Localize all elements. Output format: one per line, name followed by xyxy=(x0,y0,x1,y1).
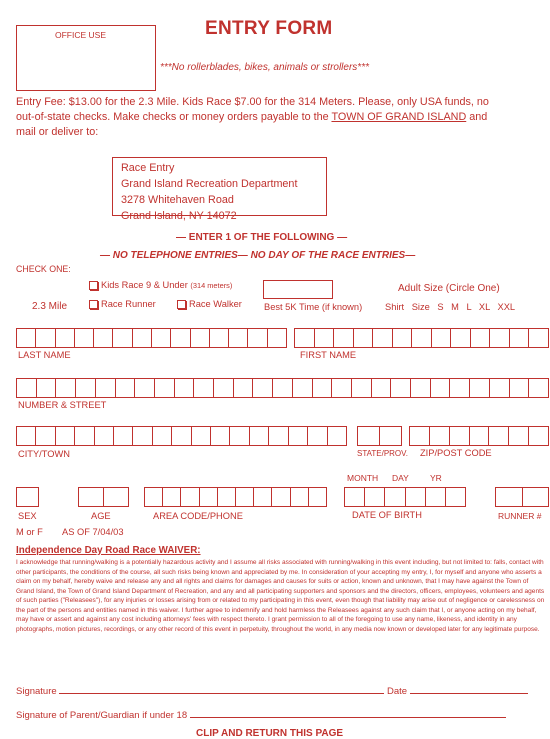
character-box[interactable] xyxy=(333,328,354,348)
phone-boxes[interactable] xyxy=(145,487,327,507)
character-box[interactable] xyxy=(449,378,470,398)
character-box[interactable] xyxy=(170,328,190,348)
age-as-of-label: AS OF 7/04/03 xyxy=(62,527,124,537)
character-box[interactable] xyxy=(209,328,229,348)
fee-line-2-text: out-of-state checks. Make checks or money orders payable to the xyxy=(16,111,332,123)
zip-label: ZIP/POST CODE xyxy=(420,448,492,458)
character-box[interactable] xyxy=(190,328,210,348)
character-box[interactable] xyxy=(469,378,490,398)
character-box[interactable] xyxy=(16,328,36,348)
character-box[interactable] xyxy=(78,487,104,507)
character-box[interactable] xyxy=(489,328,510,348)
race-walker-option[interactable] xyxy=(177,299,242,309)
character-box[interactable] xyxy=(253,487,272,507)
character-box[interactable] xyxy=(180,487,199,507)
character-box[interactable] xyxy=(509,328,530,348)
character-box[interactable] xyxy=(267,328,287,348)
character-box[interactable] xyxy=(308,487,327,507)
waiver-text: I acknowledge that running/walking is a potentially hazardous activity and I assume all risks associated with running/walking in this event including, but not limited to: falls, contact with other participants, the conditions of the course, all such risks being known and appreciated by me. In consideration of your accepting my entry, I, for myself and anyone who asserts a claim on my behalf, hereby waive and release any and all rights and claims for damages and causes for suits or action, known and unknown, that I may have against the Town of Grand Island, the Town of Grand Island Department of Recreation, and any and all participating supporters and sponsors and the directors, officers, employees, volunteers and agents of such parties ("Releasees"), for any injuries or losses arising from or related to my participating in this event, even though that liability may arise out of negligence or carelessness on the part of the persons and entities named in this waiver. I further agree to indemnify and hold harmless the Releasees against any such claim that I, or anyone acting on my behalf, may have or assert and against any cost including attorneys' fees with respect thereto. I grant permission to all of the foregoing to use any name, likeness, and identity in any photographs, motion pictures, recordings, or any other record of this event in perpetuity, throughout the world, in any media now known or developed later for any legitimate purpose. xyxy=(16,559,545,633)
character-box[interactable] xyxy=(55,328,75,348)
character-box[interactable] xyxy=(372,328,393,348)
character-box[interactable] xyxy=(151,328,171,348)
character-box[interactable] xyxy=(268,426,288,446)
character-box[interactable] xyxy=(95,378,116,398)
character-box[interactable] xyxy=(450,328,471,348)
character-box[interactable] xyxy=(171,426,191,446)
waiver-heading: Independence Day Road Race WAIVER: xyxy=(16,545,201,556)
parent-signature-line[interactable] xyxy=(190,717,506,718)
race-runner-option[interactable] xyxy=(89,299,156,309)
character-box[interactable] xyxy=(344,487,365,507)
character-box[interactable] xyxy=(425,487,446,507)
character-box[interactable] xyxy=(357,426,380,446)
character-box[interactable] xyxy=(174,378,195,398)
character-box[interactable] xyxy=(331,378,352,398)
best-5k-label: Best 5K Time (if known) xyxy=(264,302,363,312)
character-box[interactable] xyxy=(411,328,432,348)
fee-line-2-end: and xyxy=(466,111,488,123)
mile-label: 2.3 Mile xyxy=(32,301,68,312)
character-box[interactable] xyxy=(233,378,254,398)
character-box[interactable] xyxy=(154,378,175,398)
fee-line-2 xyxy=(16,110,541,125)
character-box[interactable] xyxy=(35,426,55,446)
no-phone-note: — NO TELEPHONE ENTRIES— NO DAY OF THE RACE ENTRIES— xyxy=(100,250,416,261)
adult-size-label: Adult Size (Circle One) xyxy=(398,283,500,294)
character-box[interactable] xyxy=(74,426,94,446)
last-name-label: LAST NAME xyxy=(18,350,71,360)
character-box[interactable] xyxy=(193,378,214,398)
first-name-label: FIRST NAME xyxy=(300,350,357,360)
character-box[interactable] xyxy=(228,328,248,348)
character-box[interactable] xyxy=(390,378,411,398)
character-box[interactable] xyxy=(430,378,451,398)
day-label: DAY xyxy=(392,473,409,483)
m-or-f-label: M or F xyxy=(16,527,43,537)
age-label: AGE xyxy=(91,511,111,521)
street-boxes[interactable] xyxy=(17,378,549,398)
office-use-box xyxy=(16,25,156,91)
fee-line-1: Entry Fee: $13.00 for the 2.3 Mile. Kids Race $7.00 for the 314 Meters. Please, only USA funds, no xyxy=(16,96,489,108)
dob-label: DATE OF BIRTH xyxy=(352,510,422,520)
runner-number-boxes[interactable] xyxy=(496,487,549,507)
character-box[interactable] xyxy=(247,328,267,348)
character-box[interactable] xyxy=(55,426,75,446)
parent-signature-row xyxy=(16,710,506,721)
character-box[interactable] xyxy=(16,378,37,398)
character-box[interactable] xyxy=(489,378,510,398)
character-box[interactable] xyxy=(272,378,293,398)
address-line: Grand Island, NY 14072 xyxy=(121,210,237,222)
character-box[interactable] xyxy=(249,426,269,446)
month-label: MONTH xyxy=(347,473,379,483)
city-boxes[interactable] xyxy=(17,426,347,446)
state-boxes[interactable] xyxy=(358,426,402,446)
character-box[interactable] xyxy=(162,487,181,507)
character-box[interactable] xyxy=(431,328,452,348)
character-box[interactable] xyxy=(449,426,470,446)
sex-box[interactable] xyxy=(17,487,39,507)
address-line: 3278 Whitehaven Road xyxy=(121,194,234,206)
character-box[interactable] xyxy=(103,487,129,507)
character-box[interactable] xyxy=(495,487,523,507)
character-box[interactable] xyxy=(522,487,550,507)
signature-label: Signature xyxy=(16,686,57,697)
character-box[interactable] xyxy=(16,487,39,507)
race-walker-checkbox[interactable] xyxy=(177,300,186,309)
character-box[interactable] xyxy=(134,378,155,398)
character-box[interactable] xyxy=(132,426,152,446)
character-box[interactable] xyxy=(469,426,490,446)
character-box[interactable] xyxy=(528,426,549,446)
fee-line-3: mail or deliver to: xyxy=(16,126,99,138)
sex-label: SEX xyxy=(18,511,37,521)
character-box[interactable] xyxy=(199,487,218,507)
date-line[interactable] xyxy=(410,693,528,694)
character-box[interactable] xyxy=(271,487,290,507)
character-box[interactable] xyxy=(508,426,529,446)
mailing-address-box xyxy=(112,157,327,222)
enter-one-heading: — ENTER 1 OF THE FOLLOWING — xyxy=(176,232,348,243)
character-box[interactable] xyxy=(115,378,136,398)
character-box[interactable] xyxy=(144,487,163,507)
character-box[interactable] xyxy=(288,426,308,446)
character-box[interactable] xyxy=(152,426,172,446)
restriction-note: ***No rollerblades, bikes, animals or strollers*** xyxy=(160,62,369,73)
best-5k-time-field[interactable] xyxy=(263,280,333,299)
character-box[interactable] xyxy=(364,487,385,507)
form-title: ENTRY FORM xyxy=(205,18,333,39)
office-use-label: OFFICE USE xyxy=(55,30,107,40)
character-box[interactable] xyxy=(351,378,372,398)
character-box[interactable] xyxy=(379,426,402,446)
character-box[interactable] xyxy=(229,426,249,446)
character-box[interactable] xyxy=(429,426,450,446)
character-box[interactable] xyxy=(290,487,309,507)
character-box[interactable] xyxy=(445,487,466,507)
city-label: CITY/TOWN xyxy=(18,449,70,459)
character-box[interactable] xyxy=(213,378,234,398)
character-box[interactable] xyxy=(132,328,152,348)
year-label: YR xyxy=(430,473,442,483)
character-box[interactable] xyxy=(488,426,509,446)
entry-fee-text xyxy=(16,95,541,140)
character-box[interactable] xyxy=(35,328,55,348)
character-box[interactable] xyxy=(410,378,431,398)
kids-race-meters: (314 meters) xyxy=(190,281,233,290)
character-box[interactable] xyxy=(392,328,413,348)
character-box[interactable] xyxy=(307,426,327,446)
address-line: Race Entry xyxy=(121,162,175,174)
character-box[interactable] xyxy=(210,426,230,446)
character-box[interactable] xyxy=(292,378,313,398)
first-name-boxes[interactable] xyxy=(295,328,549,348)
signature-line[interactable] xyxy=(59,693,384,694)
kids-race-checkbox[interactable] xyxy=(89,281,98,290)
character-box[interactable] xyxy=(528,378,549,398)
date-of-birth-boxes[interactable] xyxy=(345,487,466,507)
character-box[interactable] xyxy=(75,378,96,398)
character-box[interactable] xyxy=(312,378,333,398)
race-walker-label: Race Walker xyxy=(189,299,242,309)
shirt-size-options[interactable]: Shirt Size S M L XL XXL xyxy=(385,302,516,312)
character-box[interactable] xyxy=(353,328,374,348)
character-box[interactable] xyxy=(94,426,114,446)
character-box[interactable] xyxy=(217,487,236,507)
character-box[interactable] xyxy=(93,328,113,348)
last-name-boxes[interactable] xyxy=(17,328,287,348)
address-line: Grand Island Recreation Department xyxy=(121,178,298,190)
character-box[interactable] xyxy=(252,378,273,398)
age-boxes[interactable] xyxy=(79,487,129,507)
character-box[interactable] xyxy=(470,328,491,348)
character-box[interactable] xyxy=(74,328,94,348)
check-one-label: CHECK ONE: xyxy=(16,264,71,274)
character-box[interactable] xyxy=(528,328,549,348)
street-label: NUMBER & STREET xyxy=(18,400,107,410)
character-box[interactable] xyxy=(314,328,335,348)
state-label: STATE/PROV. xyxy=(357,449,408,458)
clip-return-note: CLIP AND RETURN THIS PAGE xyxy=(196,728,344,739)
character-box[interactable] xyxy=(16,426,36,446)
character-box[interactable] xyxy=(36,378,57,398)
race-runner-checkbox[interactable] xyxy=(89,300,98,309)
character-box[interactable] xyxy=(327,426,347,446)
signature-row xyxy=(16,686,528,697)
date-label: Date xyxy=(386,686,408,697)
character-box[interactable] xyxy=(112,328,132,348)
kids-race-option[interactable] xyxy=(89,280,232,290)
character-box[interactable] xyxy=(113,426,133,446)
area-phone-label: AREA CODE/PHONE xyxy=(153,511,243,521)
character-box[interactable] xyxy=(384,487,405,507)
race-runner-label: Race Runner xyxy=(101,299,156,309)
payee: TOWN OF GRAND ISLAND xyxy=(331,111,467,123)
zip-boxes[interactable] xyxy=(410,426,549,446)
parent-signature-label: Signature of Parent/Guardian if under 18 xyxy=(16,710,188,721)
character-box[interactable] xyxy=(371,378,392,398)
kids-race-label: Kids Race 9 & Under xyxy=(101,280,188,290)
runner-number-label: RUNNER # xyxy=(498,511,542,521)
character-box[interactable] xyxy=(235,487,254,507)
character-box[interactable] xyxy=(191,426,211,446)
character-box[interactable] xyxy=(509,378,530,398)
character-box[interactable] xyxy=(55,378,76,398)
character-box[interactable] xyxy=(409,426,430,446)
character-box[interactable] xyxy=(405,487,426,507)
character-box[interactable] xyxy=(294,328,315,348)
